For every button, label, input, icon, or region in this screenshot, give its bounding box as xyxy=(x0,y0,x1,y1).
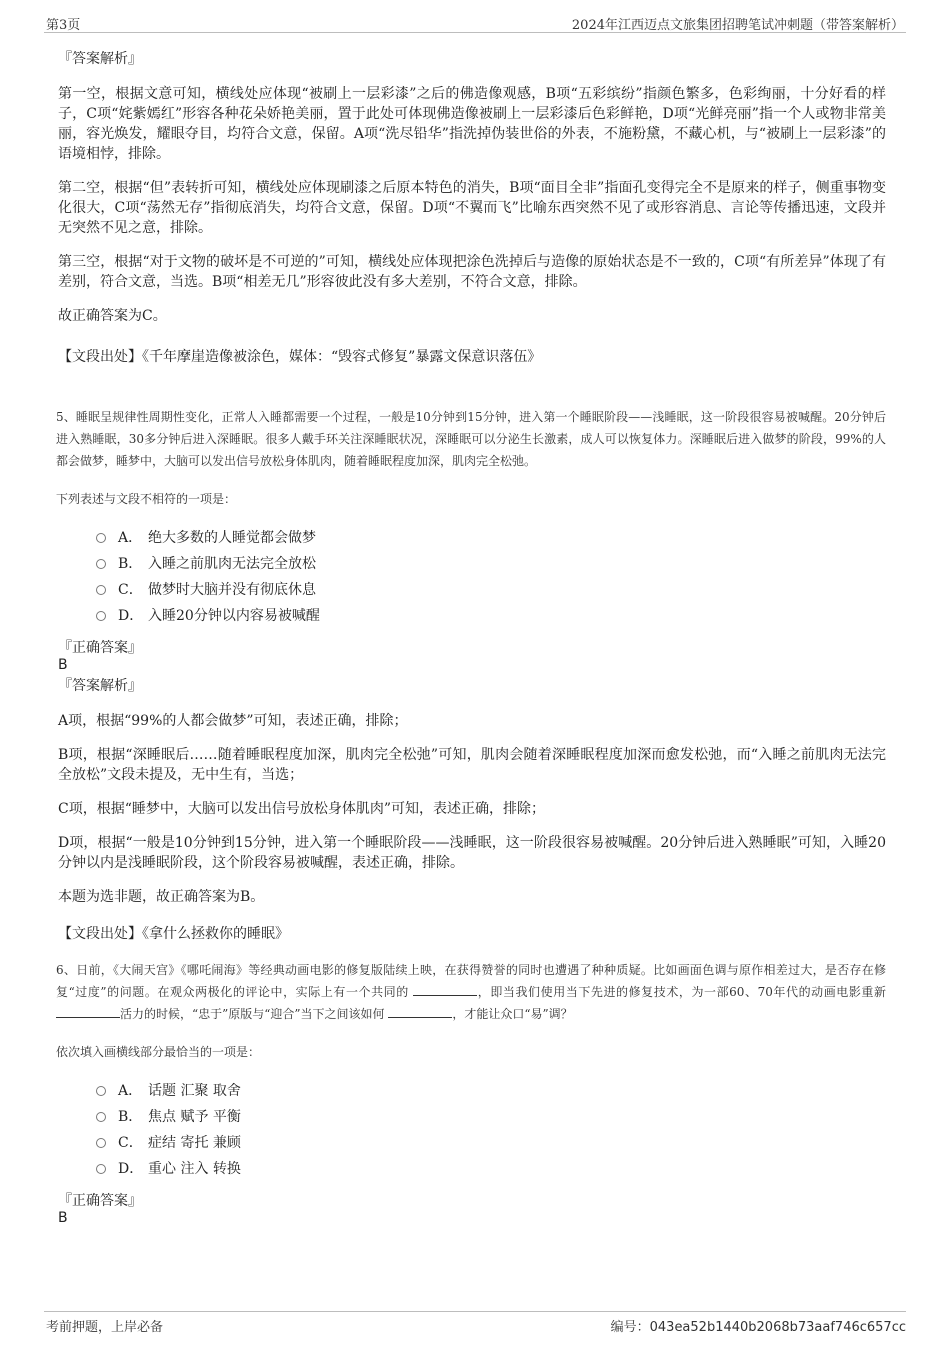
q6-option-a[interactable] xyxy=(96,1078,886,1104)
option-letter: C． xyxy=(118,1135,143,1151)
q6-answer-label: 『正确答案』 xyxy=(58,1193,142,1209)
option-text: 焦点 赋予 平衡 xyxy=(148,1109,241,1125)
q6-text-part-2: ，即当我们使用当下先进的修复技术，为一部60、70年代的动画电影重新 xyxy=(477,985,886,999)
q6-option-d[interactable] xyxy=(96,1156,886,1182)
option-letter: B． xyxy=(118,556,143,572)
q6-prompt: 依次填入画横线部分最恰当的一项是： xyxy=(56,1045,261,1059)
option-letter: D． xyxy=(118,1161,144,1177)
code-value: 043ea52b1440b2068b73aaf746c657cc xyxy=(649,1320,906,1335)
q4-analysis-para-3: 第三空，根据“对于文物的破坏是不可逆的”可知，横线处应体现把涂色洗掉后与造像的原始状态是不一致的，C项“有所差异”体现了有差别，符合文意，当选。B项“相差无几”形容彼此没有多大差别，不符合文意，排除。 xyxy=(58,254,886,290)
option-letter: A． xyxy=(118,530,143,546)
q5-answer-label: 『正确答案』 xyxy=(58,640,142,656)
document-title: 2024年江西迈点文旅集团招聘笔试冲刺题（带答案解析） xyxy=(571,18,904,33)
q4-analysis-para-1: 第一空，根据文意可知，横线处应体现“被刷上一层彩漆”之后的佛造像观感，B项“五彩缤纷”指颜色繁多，色彩绚丽，十分好看的样子，C项“姹紫嫣红”形容各种花朵娇艳美丽，置于此处可体现佛造像被刷上一层彩漆后色彩鲜艳，D项“光鲜亮丽”指一个人或物非常美丽，容光焕发，耀眼夺目，均符合文意，保留。A项“洗尽铅华”指洗掉伪装世俗的外表，不施粉黛，不藏心机，与“被刷上一层彩漆”的语境相悖，排除。 xyxy=(58,86,886,162)
q5-analysis-d: D项，根据“一般是10分钟到15分钟，进入第一个睡眠阶段——浅睡眠，这一阶段很容易被喊醒。20分钟后进入熟睡眠”可知，入睡20分钟以内是浅睡眠阶段，这个阶段容易被喊醒，表述正确，排除。 xyxy=(58,835,886,871)
q5-analysis-conclusion: 本题为选非题，故正确答案为B。 xyxy=(58,889,265,905)
q5-answer: B xyxy=(58,657,68,673)
q5-analysis-b: B项，根据“深睡眠后……随着睡眠程度加深，肌肉完全松弛”可知，肌肉会随着深睡眠程度加深而愈发松弛，而“入睡之前肌肉无法完全放松”文段未提及，无中生有，当选； xyxy=(58,747,886,783)
footer-slogan: 考前押题，上岸必备 xyxy=(46,1320,164,1335)
q5-analysis-a: A项，根据“99%的人都会做梦”可知，表述正确，排除； xyxy=(58,713,408,729)
page-number: 第3页 xyxy=(46,18,81,33)
q6-blank-1 xyxy=(413,983,477,996)
q5-question-text: 5、睡眠呈规律性周期性变化，正常人入睡都需要一个过程，一般是10分钟到15分钟，进入第一个睡眠阶段——浅睡眠，这一阶段很容易被喊醒。20分钟后进入熟睡眠，30多分钟后进入深睡眠。很多人戴手环关注深睡眠状况，深睡眠可以分泌生长激素，成人可以恢复体力。深睡眠后进入做梦的阶段，99%的人都会做梦，睡梦中，大脑可以发出信号放松身体肌肉，随着睡眠程度加深，肌肉完全松弛。 xyxy=(56,410,886,468)
option-letter: C． xyxy=(118,582,143,598)
option-text: 绝大多数的人睡觉都会做梦 xyxy=(148,530,316,546)
q6-options xyxy=(96,1078,886,1182)
q6-blank-2 xyxy=(56,1005,120,1018)
option-letter: D． xyxy=(118,608,144,624)
q5-option-c[interactable] xyxy=(96,577,886,603)
main-content xyxy=(56,44,886,1226)
option-letter: B． xyxy=(118,1109,143,1125)
q6-question-text xyxy=(56,959,886,1025)
q6-text-part-1: 6、日前，《大闹天宫》《哪吒闹海》等经典动画电影的修复版陆续上映，在获得赞誉的同时也遭遇了种种质疑。比如画面色调与原作相差过大，是否存在修复“过度”的问题。在观众两极化的评论中，实际上有一个共同的 xyxy=(56,963,886,999)
option-letter: A． xyxy=(118,1083,143,1099)
q5-option-a[interactable] xyxy=(96,525,886,551)
q4-analysis-conclusion: 故正确答案为C。 xyxy=(58,308,167,324)
q6-option-b[interactable] xyxy=(96,1104,886,1130)
q5-analysis-label: 『答案解析』 xyxy=(58,678,142,694)
radio-button-icon[interactable] xyxy=(96,559,106,569)
option-text: 重心 注入 转换 xyxy=(148,1161,241,1177)
option-text: 症结 寄托 兼顾 xyxy=(148,1135,241,1151)
q6-text-part-3: 活力的时候，“忠于”原版与“迎合”当下之间该如何 xyxy=(120,1007,385,1021)
q6-text-part-4: ，才能让众口“易”调？ xyxy=(452,1007,573,1021)
page-footer xyxy=(44,1311,906,1334)
radio-button-icon[interactable] xyxy=(96,1164,106,1174)
radio-button-icon[interactable] xyxy=(96,1086,106,1096)
option-text: 话题 汇聚 取舍 xyxy=(148,1083,241,1099)
radio-button-icon[interactable] xyxy=(96,1138,106,1148)
code-label: 编号： xyxy=(610,1320,650,1335)
q4-source: 【文段出处】《千年摩崖造像被涂色，媒体：“毁容式修复”暴露文保意识落伍》 xyxy=(58,349,542,365)
q4-analysis-para-2: 第二空，根据“但”表转折可知，横线处应体现刷漆之后原本特色的消失，B项“面目全非”指面孔变得完全不是原来的样子，侧重事物变化很大，C项“荡然无存”指彻底消失，均符合文意，保留。D项“不翼而飞”比喻东西突然不见了或形容消息、言论等传播迅速，文段并无突然不见之意，排除。 xyxy=(58,180,886,236)
q6-option-c[interactable] xyxy=(96,1130,886,1156)
q6-blank-3 xyxy=(388,1005,452,1018)
q5-analysis-c: C项，根据“睡梦中，大脑可以发出信号放松身体肌肉”可知，表述正确，排除； xyxy=(58,801,546,817)
option-text: 做梦时大脑并没有彻底休息 xyxy=(148,582,316,598)
q5-options xyxy=(96,525,886,629)
radio-button-icon[interactable] xyxy=(96,1112,106,1122)
radio-button-icon[interactable] xyxy=(96,585,106,595)
option-text: 入睡20分钟以内容易被喊醒 xyxy=(148,608,320,624)
radio-button-icon[interactable] xyxy=(96,533,106,543)
q5-source: 【文段出处】《拿什么拯救你的睡眠》 xyxy=(58,926,289,942)
q5-prompt: 下列表述与文段不相符的一项是： xyxy=(56,492,237,506)
q4-analysis-label: 『答案解析』 xyxy=(58,51,142,67)
q5-option-b[interactable] xyxy=(96,551,886,577)
option-text: 入睡之前肌肉无法完全放松 xyxy=(148,556,316,572)
document-code xyxy=(611,1316,906,1335)
page-header xyxy=(44,12,906,33)
radio-button-icon[interactable] xyxy=(96,611,106,621)
q6-answer: B xyxy=(58,1210,68,1226)
q5-option-d[interactable] xyxy=(96,603,886,629)
